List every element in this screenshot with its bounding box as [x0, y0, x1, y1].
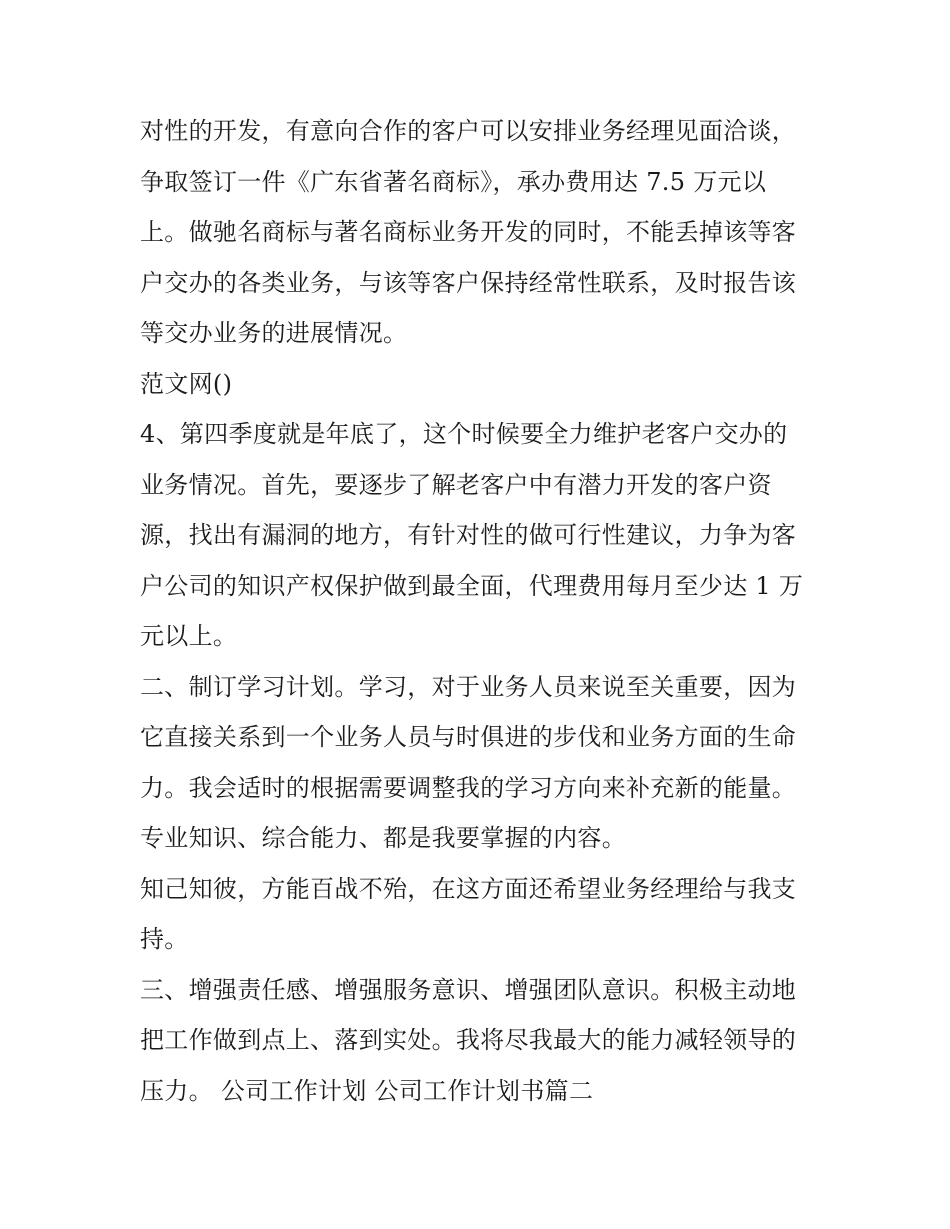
text-line: 压力。 公司工作计划 公司工作计划书篇二	[140, 1076, 594, 1105]
text-line: 对性的开发，有意向合作的客户可以安排业务经理见面洽谈，	[140, 117, 797, 145]
document-body	[140, 106, 830, 1116]
text-line: 二、制订学习计划。学习，对于业务人员来说至关重要，因为	[140, 672, 797, 701]
text-line: 它直接关系到一个业务人员与时俱进的步伐和业务方面的生命	[140, 723, 797, 751]
text-line: 专业知识、综合能力、都是我要掌握的内容。	[140, 824, 626, 852]
text-line: 源，找出有漏洞的地方，有针对性的做可行性建议，力争为客	[140, 521, 797, 549]
text-line: 争取签订一件《广东省著名商标》，承办费用达 7.5 万元以	[140, 167, 767, 196]
text-line: 把工作做到点上、落到实处。我将尽我最大的能力减轻领导的	[140, 1026, 797, 1054]
text-line: 业务情况。首先，要逐步了解老客户中有潜力开发的客户资	[140, 470, 772, 499]
text-line: 力。我会适时的根据需要调整我的学习方向来补充新的能量。	[140, 773, 797, 802]
text-line: 知己知彼，方能百战不殆，在这方面还希望业务经理给与我支	[140, 874, 797, 903]
text-line: 户公司的知识产权保护做到最全面，代理费用每月至少达 1 万	[140, 571, 804, 600]
text-line: 4、第四季度就是年底了，这个时候要全力维护老客户交办的	[140, 420, 788, 448]
text-line: 户交办的各类业务，与该等客户保持经常性联系，及时报告该	[140, 268, 797, 297]
text-line: 上。做驰名商标与著名商标业务开发的同时，不能丢掉该等客	[140, 218, 797, 246]
text-line: 等交办业务的进展情况。	[140, 319, 408, 347]
text-line: 持。	[140, 925, 189, 953]
text-line: 三、增强责任感、增强服务意识、增强团队意识。积极主动地	[140, 975, 797, 1004]
text-line: 范文网()	[140, 369, 233, 398]
text-line: 元以上。	[140, 622, 238, 650]
